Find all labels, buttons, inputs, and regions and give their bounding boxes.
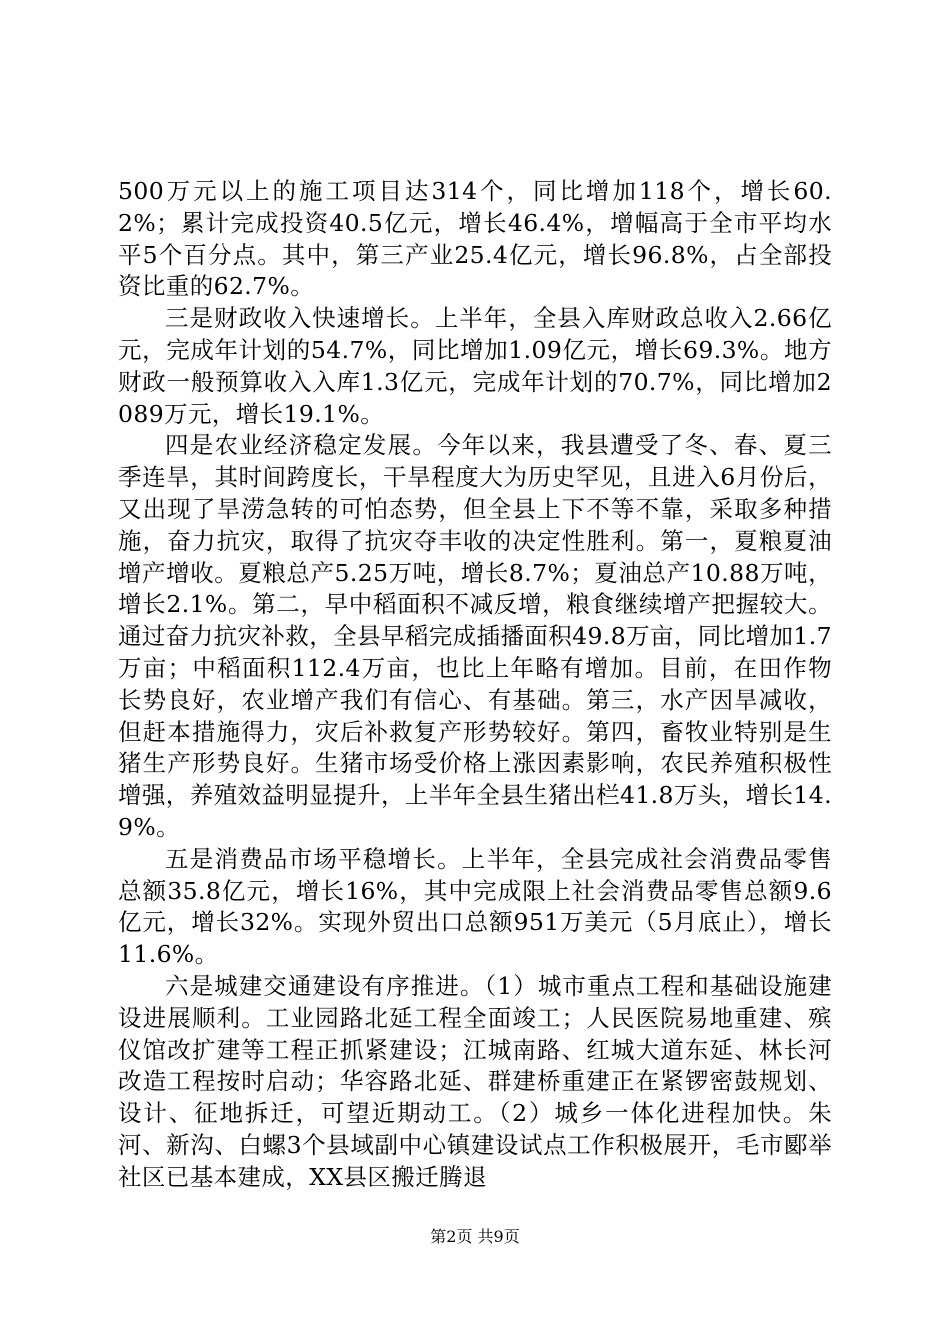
paragraph-consumer-market: 五是消费品市场平稳增长。上半年，全县完成社会消费品零售总额35.8亿元，增长16%，其中完成限上社会消费品零售总额9.6亿元，增长32%。实现外贸出口总额951万美元（5月底止），增长11.6%。: [118, 844, 832, 969]
page-number-footer: 第2页 共9页: [430, 1227, 520, 1246]
paragraph-investment: 500万元以上的施工项目达314个，同比增加118个，增长60.2%；累计完成投资40.5亿元，增长46.4%，增幅高于全市平均水平5个百分点。其中，第三产业25.4亿元，增长96.8%，占全部投资比重的62.7%。: [118, 177, 832, 301]
paragraph-fiscal-revenue: 三是财政收入快速增长。上半年，全县入库财政总收入2.66亿元，完成年计划的54.7%，同比增加1.09亿元，增长69.3%。地方财政一般预算收入入库1.3亿元，完成年计划的70.7%，同比增加2089万元，增长19.1%。: [118, 304, 832, 428]
document-body: [118, 176, 832, 1194]
paragraph-urban-construction: 六是城建交通建设有序推进。（1）城市重点工程和基础设施建设进展顺利。工业园路北延工程全面竣工；人民医院易地重建、殡仪馆改扩建等工程正抓紧建设；江城南路、红城大道东延、林长河改造工程按时启动；华容路北延、群建桥重建正在紧锣密鼓规划、设计、征地拆迁，可望近期动工。（2）城乡一体化进程加快。朱河、新沟、白螺3个县域副中心镇建设试点工作积极展开，毛市郾举社区已基本建成，XX县区搬迁腾退: [118, 971, 832, 1191]
paragraph-agriculture: 四是农业经济稳定发展。今年以来，我县遭受了冬、春、夏三季连旱，其时间跨度长，干旱程度大为历史罕见，且进入6月份后，又出现了旱涝急转的可怕态势，但全县上下不等不靠，采取多种措施，奋力抗灾，取得了抗灾夺丰收的决定性胜利。第一，夏粮夏油增产增收。夏粮总产5.25万吨，增长8.7%；夏油总产10.88万吨，增长2.1%。第二，早中稻面积不减反增，粮食继续增产把握较大。通过奋力抗灾补救，全县早稻完成插播面积49.8万亩，同比增加1.7万亩；中稻面积112.4万亩，也比上年略有增加。目前，在田作物长势良好，农业增产我们有信心、有基础。第三，水产因旱减收，但赶本措施得力，灾后补救复产形势较好。第四，畜牧业特别是生猪生产形势良好。生猪市场受价格上涨因素影响，农民养殖积极性增强，养殖效益明显提升，上半年全县生猪出栏41.8万头，增长14.9%。: [118, 431, 832, 841]
